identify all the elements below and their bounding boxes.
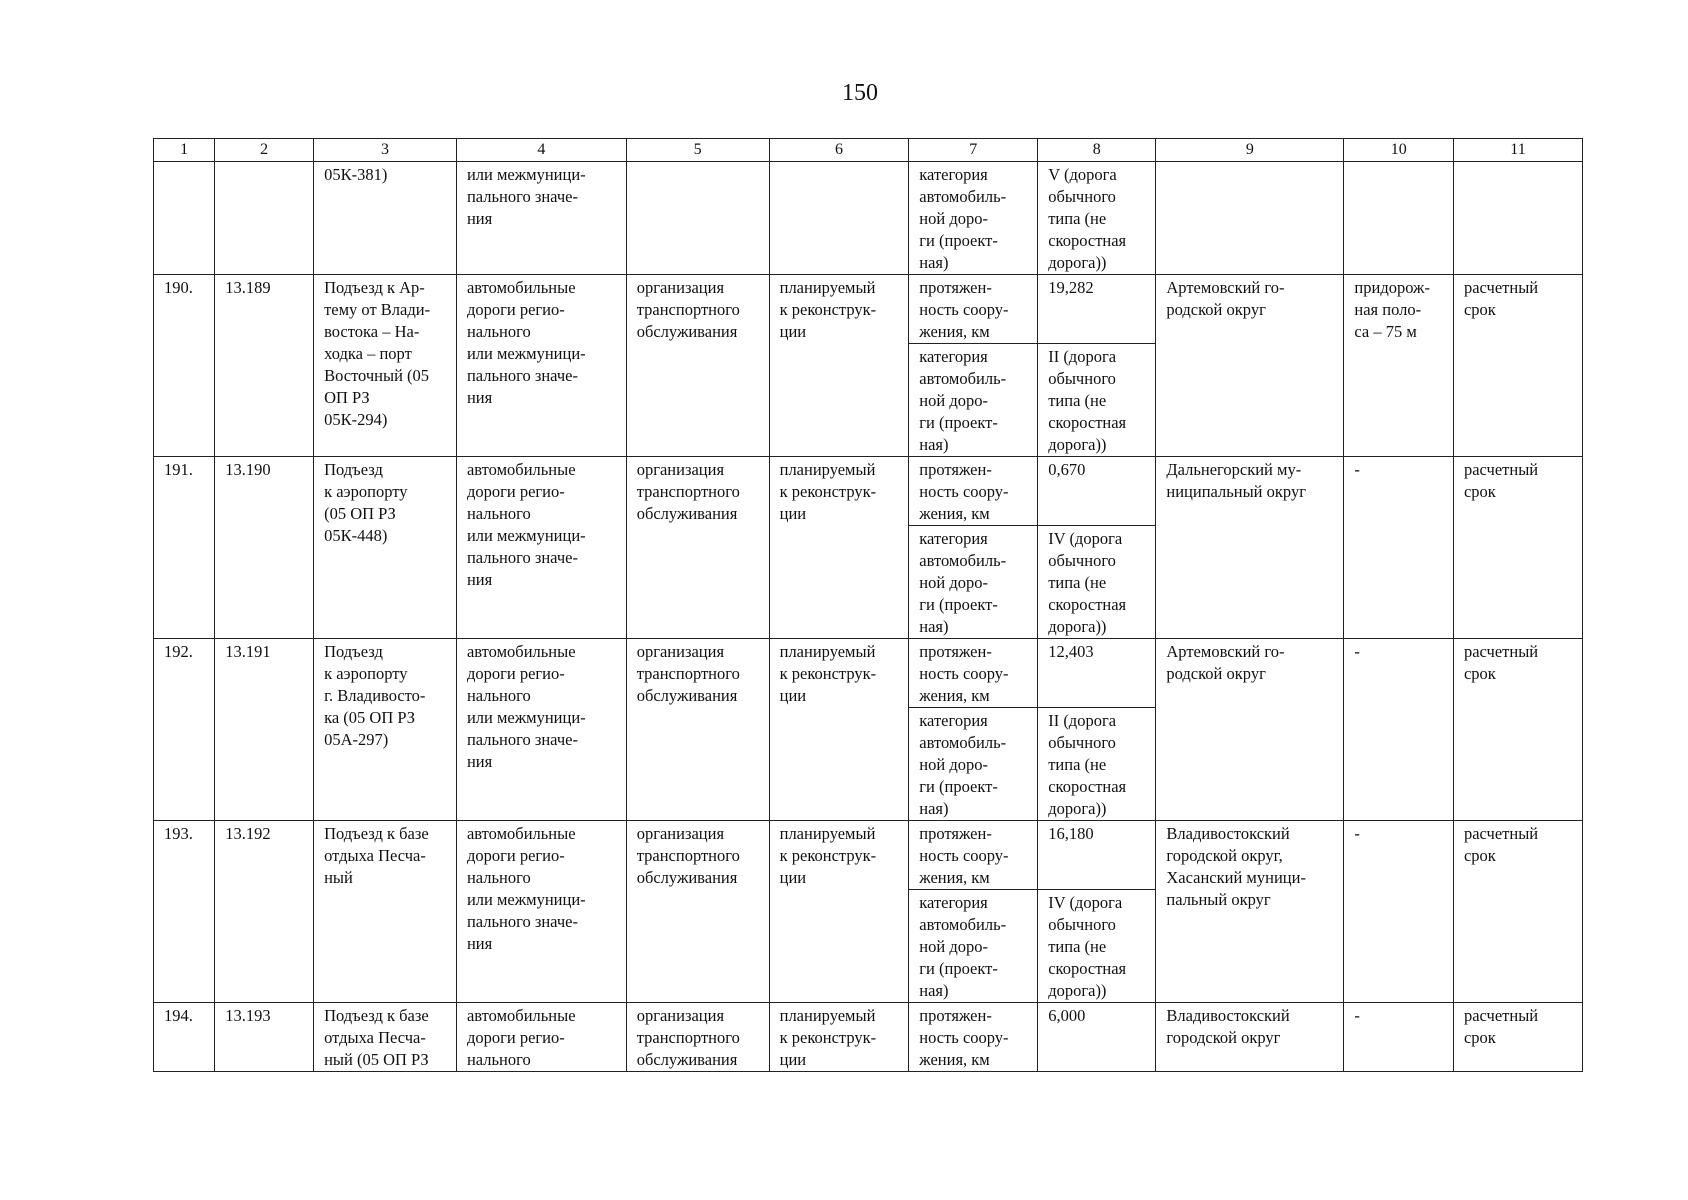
cell-value-line: IV (дорога	[1048, 529, 1123, 548]
cell-param-line: автомобиль-	[919, 915, 1007, 934]
cell-location	[1156, 1003, 1344, 1072]
cell-param-line: ность соору-	[919, 1028, 1009, 1047]
table-row	[154, 639, 1583, 708]
cell-term-line: срок	[1463, 846, 1496, 865]
cell-zone	[1344, 162, 1454, 275]
cell-name-line: отдыха Песча-	[324, 846, 426, 865]
cell-code	[215, 821, 314, 1003]
cell-term-line: расчетный	[1463, 278, 1539, 297]
cell-param-line: автомобиль-	[919, 369, 1007, 388]
cell-purpose-line: нального	[466, 686, 531, 705]
cell-value-line: 6,000	[1048, 1006, 1086, 1025]
cell-value-line: IV (дорога	[1048, 893, 1123, 912]
cell-param-line: протяжен-	[919, 1006, 992, 1025]
cell-zone	[1344, 639, 1454, 821]
cell-location-line: ниципальный округ	[1166, 482, 1306, 501]
header-cell: 7	[909, 139, 1038, 162]
cell-code	[215, 162, 314, 275]
cell-term-line: расчетный	[1463, 460, 1539, 479]
cell-purpose-line: ния	[466, 388, 493, 407]
cell-purpose-line: пального значе-	[466, 548, 578, 567]
cell-type-line: организация	[636, 1006, 725, 1025]
cell-term-line: расчетный	[1463, 1006, 1539, 1025]
cell-purpose-line: пального значе-	[466, 912, 578, 931]
cell-param	[909, 275, 1038, 344]
cell-zone	[1344, 821, 1454, 1003]
cell-type-line: транспортного	[636, 300, 740, 319]
cell-status-line: ции	[779, 1050, 807, 1069]
cell-term	[1453, 162, 1582, 275]
cell-param-line: ность соору-	[919, 482, 1009, 501]
cell-term-line: срок	[1463, 664, 1496, 683]
cell-purpose	[456, 275, 626, 457]
cell-value-line: скоростная	[1048, 595, 1127, 614]
cell-location-line: городской округ,	[1166, 846, 1283, 865]
cell-param-line: ная)	[919, 617, 949, 636]
header-cell: 9	[1156, 139, 1344, 162]
cell-purpose-line: автомобильные	[466, 460, 576, 479]
cell-location-line: родской округ	[1166, 664, 1266, 683]
cell-purpose	[456, 457, 626, 639]
cell-param	[909, 526, 1038, 639]
cell-value	[1038, 344, 1156, 457]
cell-name-line: к аэропорту	[324, 664, 408, 683]
cell-num	[154, 457, 215, 639]
cell-value-line: II (дорога	[1048, 711, 1117, 730]
header-cell: 10	[1344, 139, 1454, 162]
cell-name-line: Подъезд к Ар-	[324, 278, 425, 297]
cell-num	[154, 275, 215, 457]
cell-param-line: категория	[919, 347, 988, 366]
cell-name-line: востока – На-	[324, 322, 420, 341]
cell-status-line: ции	[779, 868, 807, 887]
cell-type-line: транспортного	[636, 1028, 740, 1047]
cell-value	[1038, 526, 1156, 639]
cell-param-line: ная)	[919, 799, 949, 818]
cell-zone	[1344, 275, 1454, 457]
cell-num	[154, 821, 215, 1003]
cell-name	[314, 162, 457, 275]
cell-type-line: транспортного	[636, 664, 740, 683]
cell-code	[215, 457, 314, 639]
cell-param	[909, 457, 1038, 526]
cell-status-line: планируемый	[779, 824, 876, 843]
cell-param-line: жения, км	[919, 686, 990, 705]
cell-location-line: Дальнегорский му-	[1166, 460, 1302, 479]
cell-value-line: II (дорога	[1048, 347, 1117, 366]
cell-value-line: скоростная	[1048, 959, 1127, 978]
cell-param-line: ной доро-	[919, 755, 988, 774]
cell-param-line: ги (проект-	[919, 413, 998, 432]
cell-purpose-line: нального	[466, 504, 531, 523]
cell-status	[769, 821, 909, 1003]
header-cell: 3	[314, 139, 457, 162]
cell-zone-line: -	[1354, 1006, 1360, 1025]
cell-location-line: Владивостокский	[1166, 1006, 1290, 1025]
cell-purpose	[456, 821, 626, 1003]
row-number: 194.	[164, 1006, 193, 1025]
cell-value	[1038, 639, 1156, 708]
cell-param-line: ность соору-	[919, 846, 1009, 865]
cell-type-line: организация	[636, 824, 725, 843]
cell-purpose	[456, 162, 626, 275]
cell-location	[1156, 457, 1344, 639]
table-row-last	[154, 1003, 1583, 1072]
cell-type-line: организация	[636, 642, 725, 661]
cell-status-line: планируемый	[779, 642, 876, 661]
cell-type-line: обслуживания	[636, 868, 738, 887]
cell-location	[1156, 821, 1344, 1003]
cell-purpose-line: дороги регио-	[466, 846, 565, 865]
cell-value-line: скоростная	[1048, 413, 1127, 432]
cell-param-line: ная)	[919, 253, 949, 272]
cell-value-line: 12,403	[1048, 642, 1094, 661]
header-cell: 11	[1453, 139, 1582, 162]
cell-value-line: обычного	[1048, 733, 1116, 752]
cell-purpose-line: автомобильные	[466, 278, 576, 297]
row-number: 191.	[164, 460, 193, 479]
cell-value-line: дорога))	[1048, 435, 1107, 454]
cell-type-line: организация	[636, 460, 725, 479]
cell-value-line: типа (не	[1048, 937, 1107, 956]
cell-zone-line: ная поло-	[1354, 300, 1422, 319]
cell-param	[909, 344, 1038, 457]
cell-purpose-line: или межмуници-	[466, 165, 586, 184]
header-cell: 8	[1038, 139, 1156, 162]
cell-zone-line: -	[1354, 824, 1360, 843]
cell-param-line: категория	[919, 165, 988, 184]
cell-name-line: ходка – порт	[324, 344, 412, 363]
cell-type-line: обслуживания	[636, 686, 738, 705]
cell-purpose-line: или межмуници-	[466, 344, 586, 363]
cell-type	[626, 162, 769, 275]
cell-name-line: 05К-294)	[324, 410, 388, 429]
cell-param-line: ги (проект-	[919, 777, 998, 796]
header-cell: 5	[626, 139, 769, 162]
cell-param-line: жения, км	[919, 504, 990, 523]
cell-param-line: ги (проект-	[919, 595, 998, 614]
cell-value-line: 0,670	[1048, 460, 1086, 479]
cell-type-line: транспортного	[636, 846, 740, 865]
cell-param-line: протяжен-	[919, 460, 992, 479]
cell-zone-line: са – 75 м	[1354, 322, 1417, 341]
row-code: 13.189	[225, 278, 271, 297]
cell-status-line: ции	[779, 322, 807, 341]
cell-type-line: обслуживания	[636, 1050, 738, 1069]
cell-purpose-line: нального	[466, 1050, 531, 1069]
cell-value	[1038, 821, 1156, 890]
cell-term-line: срок	[1463, 482, 1496, 501]
cell-param-line: категория	[919, 529, 988, 548]
cell-param-line: жения, км	[919, 322, 990, 341]
cell-param-line: ги (проект-	[919, 959, 998, 978]
table-row	[154, 275, 1583, 344]
cell-value-line: обычного	[1048, 369, 1116, 388]
cell-name-line: Подъезд к базе	[324, 1006, 429, 1025]
data-table	[153, 138, 1583, 1072]
cell-param-line: протяжен-	[919, 642, 992, 661]
cell-name	[314, 457, 457, 639]
cell-param	[909, 821, 1038, 890]
cell-status	[769, 457, 909, 639]
cell-param-line: ность соору-	[919, 300, 1009, 319]
cell-location-line: родской округ	[1166, 300, 1266, 319]
cell-name-line: Подъезд	[324, 642, 383, 661]
cell-type	[626, 1003, 769, 1072]
cell-name-line: (05 ОП РЗ	[324, 504, 396, 523]
cell-type-line: обслуживания	[636, 504, 738, 523]
cell-value-line: типа (не	[1048, 573, 1107, 592]
header-cell: 6	[769, 139, 909, 162]
cell-term-line: срок	[1463, 1028, 1496, 1047]
cell-param-line: ность соору-	[919, 664, 1009, 683]
cell-status	[769, 1003, 909, 1072]
cell-value-line: дорога))	[1048, 799, 1107, 818]
page-number: 150	[842, 80, 878, 106]
cell-code	[215, 275, 314, 457]
header-cell: 1	[154, 139, 215, 162]
cell-value-line: типа (не	[1048, 755, 1107, 774]
cell-name-line: отдыха Песча-	[324, 1028, 426, 1047]
cell-status-line: планируемый	[779, 460, 876, 479]
cell-type-line: организация	[636, 278, 725, 297]
cell-name	[314, 821, 457, 1003]
cell-purpose-line: дороги регио-	[466, 664, 565, 683]
cell-param-line: ной доро-	[919, 391, 988, 410]
cell-name-line: Восточный (05	[324, 366, 430, 385]
row-code: 13.191	[225, 642, 271, 661]
header-row	[154, 139, 1583, 162]
cell-status	[769, 275, 909, 457]
cell-purpose-line: или межмуници-	[466, 526, 586, 545]
cell-purpose-line: автомобильные	[466, 1006, 576, 1025]
table-row	[154, 821, 1583, 890]
cell-param-line: ной доро-	[919, 573, 988, 592]
cell-param-line: жения, км	[919, 868, 990, 887]
cell-num	[154, 162, 215, 275]
cell-type	[626, 639, 769, 821]
cell-value	[1038, 162, 1156, 275]
row-code: 13.192	[225, 824, 271, 843]
cell-type	[626, 275, 769, 457]
cell-purpose-line: нального	[466, 322, 531, 341]
cell-param-line: протяжен-	[919, 278, 992, 297]
cell-purpose	[456, 1003, 626, 1072]
cell-param	[909, 639, 1038, 708]
cell-value-line: 19,282	[1048, 278, 1094, 297]
cell-param-line: ной доро-	[919, 937, 988, 956]
cell-zone	[1344, 457, 1454, 639]
cell-purpose-line: или межмуници-	[466, 708, 586, 727]
cell-term-line: расчетный	[1463, 642, 1539, 661]
cell-location-line: Артемовский го-	[1166, 278, 1285, 297]
cell-purpose-line: пального значе-	[466, 187, 578, 206]
cell-name	[314, 1003, 457, 1072]
cell-name-line: 05К-448)	[324, 526, 388, 545]
cell-name-line: Подъезд к базе	[324, 824, 429, 843]
cell-name-line: ка (05 ОП РЗ	[324, 708, 416, 727]
cell-status-line: к реконструк-	[779, 300, 877, 319]
cell-purpose-line: или межмуници-	[466, 890, 586, 909]
cell-name	[314, 639, 457, 821]
cell-location-line: городской округ	[1166, 1028, 1281, 1047]
cell-term	[1453, 639, 1582, 821]
cell-name-line: ОП РЗ	[324, 388, 370, 407]
cell-param	[909, 162, 1038, 275]
cell-name-line: ный	[324, 868, 353, 887]
cell-status	[769, 162, 909, 275]
continuation-row	[154, 162, 1583, 275]
cell-value	[1038, 708, 1156, 821]
cell-purpose-line: дороги регио-	[466, 300, 565, 319]
cell-status-line: к реконструк-	[779, 1028, 877, 1047]
cell-name-line: тему от Влади-	[324, 300, 431, 319]
cell-purpose-line: автомобильные	[466, 642, 576, 661]
cell-value-line: дорога))	[1048, 617, 1107, 636]
cell-name-line: 05А-297)	[324, 730, 389, 749]
header-cell: 2	[215, 139, 314, 162]
cell-param-line: автомобиль-	[919, 551, 1007, 570]
cell-param-line: категория	[919, 893, 988, 912]
cell-purpose-line: нального	[466, 868, 531, 887]
cell-zone-line: -	[1354, 642, 1360, 661]
cell-name	[314, 275, 457, 457]
cell-purpose-line: дороги регио-	[466, 1028, 565, 1047]
cell-param-line: ги (проект-	[919, 231, 998, 250]
cell-value-line: скоростная	[1048, 777, 1127, 796]
cell-name-line: Подъезд	[324, 460, 383, 479]
cell-param	[909, 708, 1038, 821]
cell-purpose-line: автомобильные	[466, 824, 576, 843]
cell-term-line: срок	[1463, 300, 1496, 319]
cell-value-line: типа (не	[1048, 209, 1107, 228]
cell-value	[1038, 1003, 1156, 1072]
cell-value	[1038, 890, 1156, 1003]
cell-status-line: планируемый	[779, 278, 876, 297]
cell-param-line: протяжен-	[919, 824, 992, 843]
cell-code	[215, 1003, 314, 1072]
cell-status-line: к реконструк-	[779, 846, 877, 865]
cell-type	[626, 821, 769, 1003]
cell-purpose-line: ния	[466, 752, 493, 771]
cell-purpose-line: ния	[466, 934, 493, 953]
row-number: 193.	[164, 824, 193, 843]
cell-status-line: к реконструк-	[779, 482, 877, 501]
cell-zone-line: придорож-	[1354, 278, 1430, 297]
cell-value-line: обычного	[1048, 915, 1116, 934]
cell-param	[909, 890, 1038, 1003]
cell-location	[1156, 275, 1344, 457]
cell-location	[1156, 639, 1344, 821]
cell-name-line: г. Владивосто-	[324, 686, 426, 705]
cell-term	[1453, 457, 1582, 639]
cell-location-line: Артемовский го-	[1166, 642, 1285, 661]
cell-name-line: к аэропорту	[324, 482, 408, 501]
cell-param-line: категория	[919, 711, 988, 730]
row-number: 192.	[164, 642, 193, 661]
cell-code	[215, 639, 314, 821]
cell-term	[1453, 275, 1582, 457]
cell-value-line: обычного	[1048, 187, 1116, 206]
cell-status-line: к реконструк-	[779, 664, 877, 683]
row-code: 13.193	[225, 1006, 271, 1025]
cell-zone	[1344, 1003, 1454, 1072]
cell-purpose-line: пального значе-	[466, 366, 578, 385]
cell-num	[154, 1003, 215, 1072]
cell-param-line: ная)	[919, 981, 949, 1000]
cell-name-line: ный (05 ОП РЗ	[324, 1050, 429, 1069]
cell-purpose-line: пального значе-	[466, 730, 578, 749]
cell-value-line: обычного	[1048, 551, 1116, 570]
cell-value-line: типа (не	[1048, 391, 1107, 410]
cell-purpose-line: дороги регио-	[466, 482, 565, 501]
row-code: 13.190	[225, 460, 271, 479]
cell-param-line: автомобиль-	[919, 187, 1007, 206]
cell-num	[154, 639, 215, 821]
row-number: 190.	[164, 278, 193, 297]
cell-location-line: Хасанский муници-	[1166, 868, 1306, 887]
cell-value-line: 16,180	[1048, 824, 1094, 843]
cell-param-line: ная)	[919, 435, 949, 454]
cell-param-line: жения, км	[919, 1050, 990, 1069]
cell-param-line: ной доро-	[919, 209, 988, 228]
cell-type-line: обслуживания	[636, 322, 738, 341]
cell-purpose-line: ния	[466, 570, 493, 589]
cell-term	[1453, 821, 1582, 1003]
cell-term	[1453, 1003, 1582, 1072]
cell-type	[626, 457, 769, 639]
cell-location-line: пальный округ	[1166, 890, 1271, 909]
cell-value-line: V (дорога	[1048, 165, 1117, 184]
cell-purpose	[456, 639, 626, 821]
cell-type-line: транспортного	[636, 482, 740, 501]
cell-zone-line: -	[1354, 460, 1360, 479]
cell-value	[1038, 275, 1156, 344]
cell-name-line: 05К-381)	[324, 165, 388, 184]
cell-term-line: расчетный	[1463, 824, 1539, 843]
cell-status-line: ции	[779, 504, 807, 523]
cell-purpose-line: ния	[466, 209, 493, 228]
cell-location-line: Владивостокский	[1166, 824, 1290, 843]
cell-value-line: дорога))	[1048, 253, 1107, 272]
cell-value-line: дорога))	[1048, 981, 1107, 1000]
cell-status-line: ции	[779, 686, 807, 705]
cell-status	[769, 639, 909, 821]
cell-status-line: планируемый	[779, 1006, 876, 1025]
cell-param	[909, 1003, 1038, 1072]
cell-value	[1038, 457, 1156, 526]
header-cell: 4	[456, 139, 626, 162]
cell-location	[1156, 162, 1344, 275]
cell-value-line: скоростная	[1048, 231, 1127, 250]
cell-param-line: автомобиль-	[919, 733, 1007, 752]
table-row	[154, 457, 1583, 526]
